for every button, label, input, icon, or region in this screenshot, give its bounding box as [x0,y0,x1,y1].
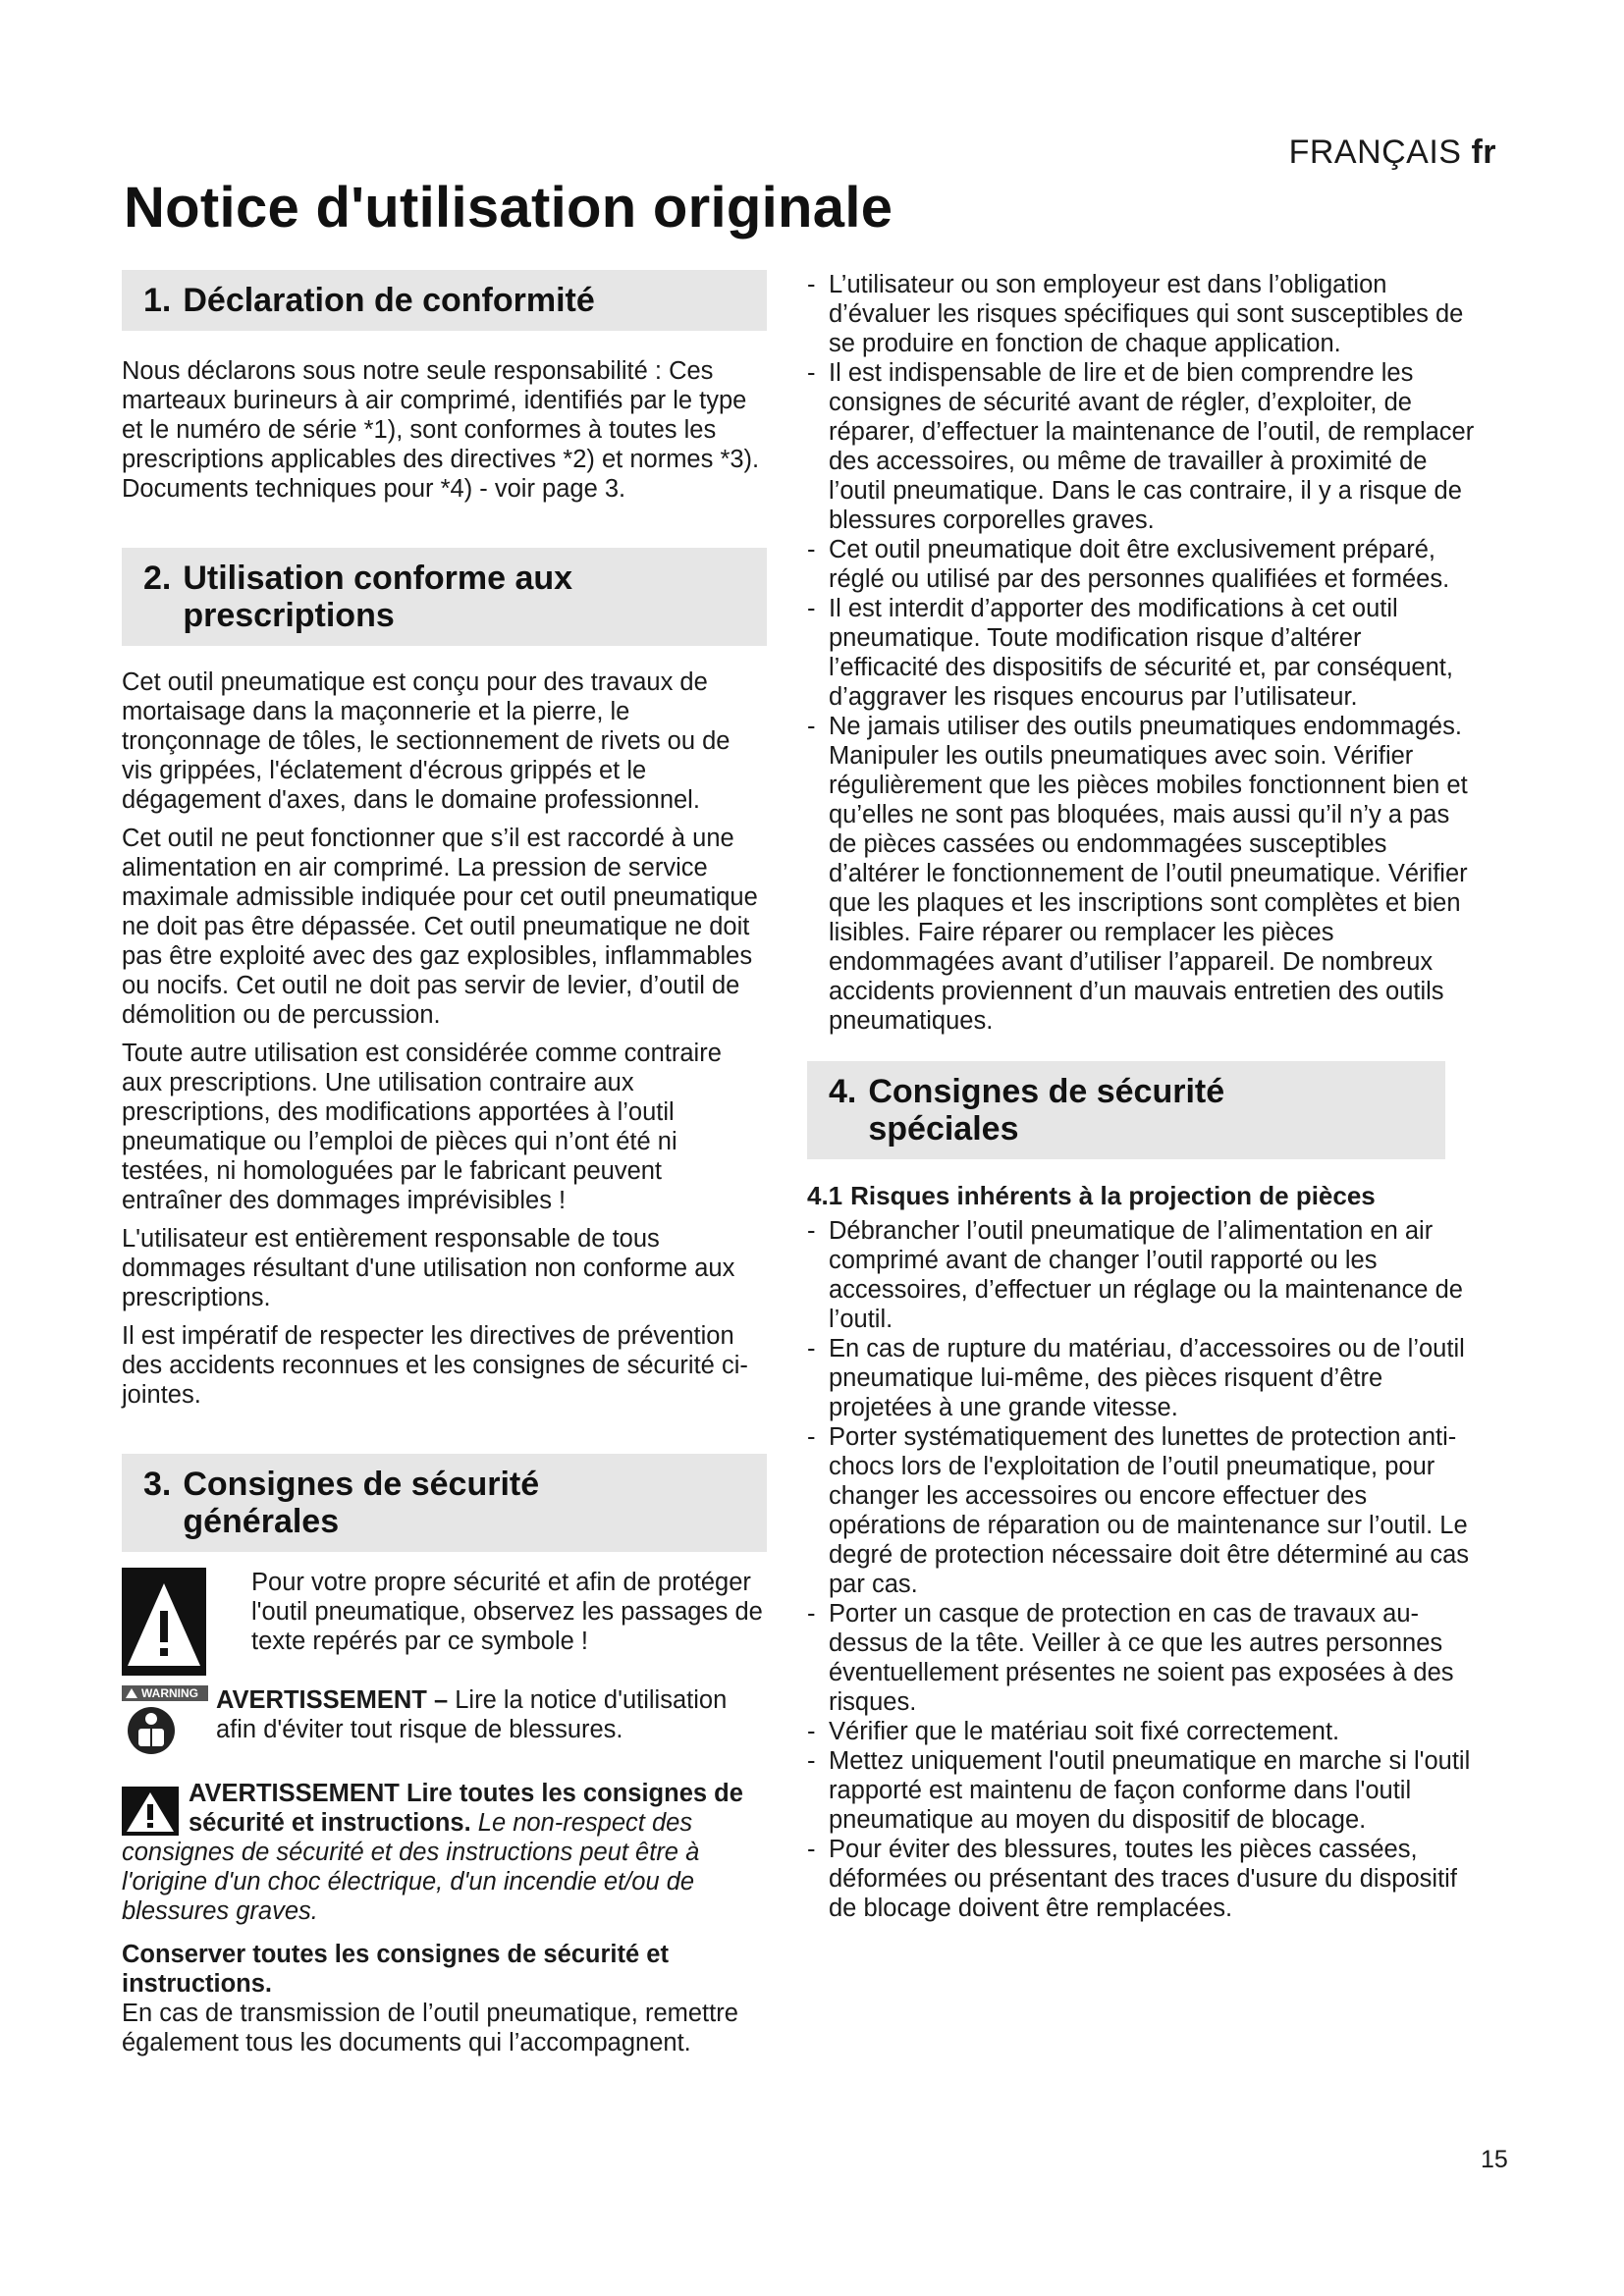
list-item: - Il est indispensable de lire et de bien comprendre les consignes de sécurité avant de régler, d’exploiter, de réparer, d’effectuer la maintenance de l’outil, de remplacer des accessoires, ou même de travailler à proximité de l’outil pneumatique. Dans le cas contraire, il y a risque de blessures corporelles graves. [807,358,1477,535]
warning-1-text: Lire la notice d'utilisation afin d'éviter tout risque de blessures. [216,1686,728,1743]
keep-instructions-text: En cas de transmission de l’outil pneumatique, remettre également tous les documents qui l’accompagnent. [122,2000,738,2056]
keep-instructions-heading: Conserver toutes les consignes de sécurité et instructions. [122,1941,669,1998]
section-1-heading [122,270,767,331]
list-item: - Porter un casque de protection en cas de travaux au-dessus de la tête. Veiller à ce que les autres personnes éventuellement présentes ne soient pas exposées à des risques. [807,1599,1477,1717]
section-4-number: 4. [829,1073,857,1110]
special-safety-list [807,1216,1477,1923]
section-4-heading [807,1061,1445,1159]
list-item: - Cet outil pneumatique doit être exclusivement préparé, réglé ou utilisé par des personnes qualifiées et formées. [807,535,1477,594]
list-item: - Mettez uniquement l'outil pneumatique en marche si l'outil rapporté est maintenu de façon conforme dans l'outil pneumatique au moyen du dispositif de blocage. [807,1746,1477,1835]
s2-paragraph-1: Cet outil pneumatique est conçu pour des travaux de mortaisage dans la maçonnerie et la pierre, le tronçonnage de tôles, le sectionnement de rivets ou de vis grippées, l'éclatement d'écrous grippés et le dégagement d'axes, dans le domaine professionnel. [122,668,731,814]
list-item: - Ne jamais utiliser des outils pneumatiques endommagés. Manipuler les outils pneumatiques avec soin. Vérifier régulièrement que les pièces mobiles fonctionnent bien et qu’elles ne sont pas bloquées, mais aussi qu’il n’y a pas de pièces cassées ou endommagées susceptibles d’altérer le fonctionnement de l’outil pneumatique. Vérifier que les plaques et les inscriptions sont complètes et bien lisibles. Faire réparer ou remplacer les pièces endommagées avant d’utiliser l’appareil. De nombreux accidents proviennent d’un mauvais entretien des outils pneumatiques. [807,712,1477,1036]
document-title: Notice d'utilisation originale [124,176,893,240]
section-1-number: 1. [143,282,172,319]
warning-1-bold: AVERTISSEMENT – [216,1686,449,1714]
warning-all-instructions [122,1779,767,1926]
warning-triangle-icon [122,1568,206,1676]
warning-manual-symbol [122,1685,208,1761]
symbol-explanation-text: Pour votre propre sécurité et afin de protéger l'outil pneumatique, observez les passages de texte repérés par ce symbole ! [251,1569,763,1655]
warning-triangle-small-icon [122,1787,179,1836]
read-manual-icon [126,1705,185,1756]
page-number: 15 [1481,2146,1508,2173]
warning-read-manual [122,1685,767,1761]
small-warning-triangle-icon [125,1687,138,1699]
warning-2-bold: AVERTISSEMENT Lire toutes les consignes de sécurité et instructions. [189,1780,743,1837]
list-item: - Porter systématiquement des lunettes de protection anti-chocs lors de l'exploitation de l’outil pneumatique, pour changer les accessoires ou encore effectuer des opérations de réparation ou de maintenance sur l’outil. Le degré de protection nécessaire doit être déterminé au cas par cas. [807,1422,1477,1599]
list-item: - Vérifier que le matériau soit fixé correctement. [807,1717,1477,1746]
warning-read-manual-text [216,1685,767,1744]
section-3-title: Consignes de sécurité générales [183,1466,540,1540]
section-2-title: Utilisation conforme aux prescriptions [183,560,573,634]
right-column [807,270,1477,1923]
warning-all-instructions-text [122,1779,767,1926]
list-item: - Il est interdit d’apporter des modifications à cet outil pneumatique. Toute modification risque d’altérer l’efficacité des dispositifs de sécurité et, par conséquent, d’aggraver les risques encourus par l’utilisateur. [807,594,1477,712]
subsection-4-1-heading [807,1181,1477,1210]
s2-paragraph-5: Il est impératif de respecter les directives de prévention des accidents reconnues et les consignes de sécurité ci-jointes. [122,1322,748,1409]
safety-symbol-notice [122,1568,767,1676]
warning-label-badge [122,1685,208,1701]
list-item: - Pour éviter des blessures, toutes les pièces cassées, déformées ou présentant des traces d'usure du dispositif de blocage doivent être remplacées. [807,1835,1477,1923]
language-name: FRANÇAIS [1288,133,1462,171]
section-2-number: 2. [143,560,172,597]
language-indicator [1289,133,1496,172]
subsection-4-1-title: Risques inhérents à la projection de pièces [850,1181,1376,1210]
list-item: - En cas de rupture du matériau, d’accessoires ou de l’outil pneumatique lui-même, des pièces risquent d’être projetées à une grande vitesse. [807,1334,1477,1422]
general-safety-list [807,270,1477,1036]
warning-2-italic: Le non-respect des consignes de sécurité et des instructions peut être à l'origine d'un choc électrique, d'un incendie et/ou de blessures graves. [122,1809,700,1925]
language-code: fr [1471,133,1496,171]
left-column [122,270,767,2066]
section-1-title: Déclaration de conformité [183,282,595,319]
section-4-title: Consignes de sécurité spéciales [868,1073,1225,1148]
list-item: - Débrancher l’outil pneumatique de l’alimentation en air comprimé avant de changer l’outil rapporté ou les accessoires, d’effectuer un réglage ou la maintenance de l’outil. [807,1216,1477,1334]
warning-label-text: WARNING [141,1686,198,1700]
section-2-heading [122,548,767,646]
section-3-heading [122,1454,767,1552]
s2-paragraph-3: Toute autre utilisation est considérée comme contraire aux prescriptions. Une utilisation contraire aux prescriptions, des modifications apportées à l’outil pneumatique ou l’emploi de pièces qui n’ont été ni testées, ni homologuées par le fabricant peuvent entraîner des dommages imprévisibles ! [122,1040,722,1214]
s2-paragraph-4: L'utilisateur est entièrement responsable de tous dommages résultant d'une utilisation non conforme aux prescriptions. [122,1225,735,1311]
s2-paragraph-2: Cet outil ne peut fonctionner que s’il est raccordé à une alimentation en air comprimé. La pression de service maximale admissible indiquée pour cet outil pneumatique ne doit pas être dépassée. Cet outil pneumatique ne doit pas être exploité avec des gaz explosibles, inflammables ou nocifs. Cet outil ne doit pas servir de levier, d’outil de démolition ou de percussion. [122,825,758,1029]
list-item: - L’utilisateur ou son employeur est dans l’obligation d’évaluer les risques spécifiques qui sont susceptibles de se produire en fonction de chaque application. [807,270,1477,358]
s1-paragraph: Nous déclarons sous notre seule responsabilité : Ces marteaux burineurs à air comprimé, identifiés par le type et le numéro de série *1), sont conformes à toutes les prescriptions applicables des directives *2) et normes *3). Documents techniques pour *4) - voir page 3. [122,357,760,503]
subsection-4-1-number: 4.1 [807,1181,843,1210]
section-3-number: 3. [143,1466,172,1503]
